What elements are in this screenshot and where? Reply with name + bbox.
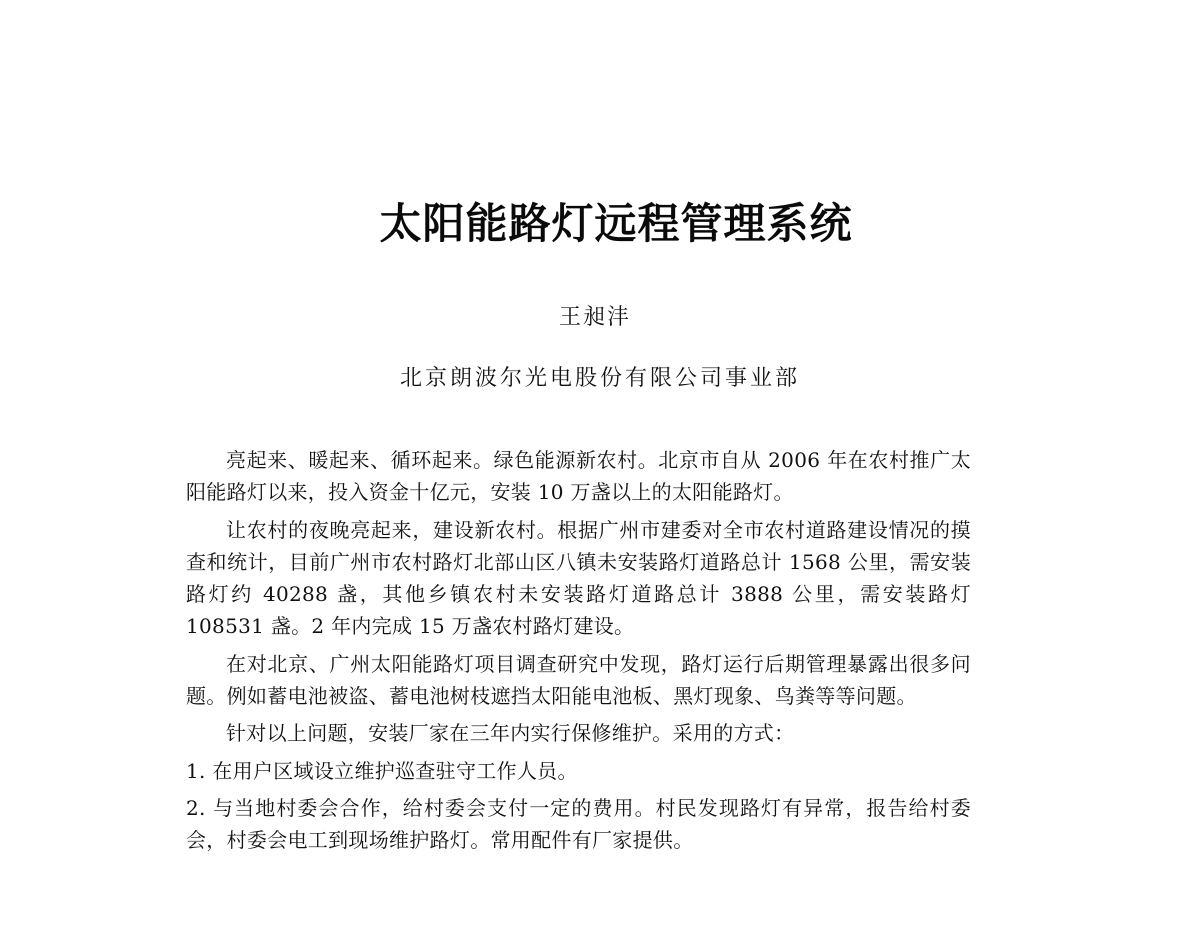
paragraph: 让农村的夜晚亮起来，建设新农村。根据广州市建委对全市农村道路建设情况的摸查和统计，目前广州市农村路灯北部山区八镇未安装路灯道路总计 1568 公里，需安装路灯约 40288 盏，其他乡镇农村未安装路灯道路总计 3888 公里，需安装路灯 108531 盏。2 年内完成 15 万盏农村路灯建设。: [186, 517, 971, 639]
list-item: 2. 与当地村委会合作，给村委会支付一定的费用。村民发现路灯有异常，报告给村委会，村委会电工到现场维护路灯。常用配件有厂家提供。: [186, 795, 971, 853]
paragraph: 针对以上问题，安装厂家在三年内实行保修维护。采用的方式：: [226, 721, 795, 746]
list-item: 1. 在用户区域设立维护巡查驻守工作人员。: [186, 758, 578, 783]
paragraph: 在对北京、广州太阳能路灯项目调查研究中发现，路灯运行后期管理暴露出很多问题。例如蓄电池被盗、蓄电池树枝遮挡太阳能电池板、黑灯现象、鸟粪等等问题。: [186, 651, 971, 709]
document-title: 太阳能路灯远程管理系统: [379, 199, 853, 248]
author-name: 王昶沣: [558, 305, 631, 330]
body-text: [186, 444, 971, 862]
paragraph: 亮起来、暖起来、循环起来。绿色能源新农村。北京市自从 2006 年在农村推广太阳能路灯以来，投入资金十亿元，安装 10 万盏以上的太阳能路灯。: [186, 448, 971, 505]
author-affiliation: 北京朗波尔光电股份有限公司事业部: [399, 366, 800, 391]
